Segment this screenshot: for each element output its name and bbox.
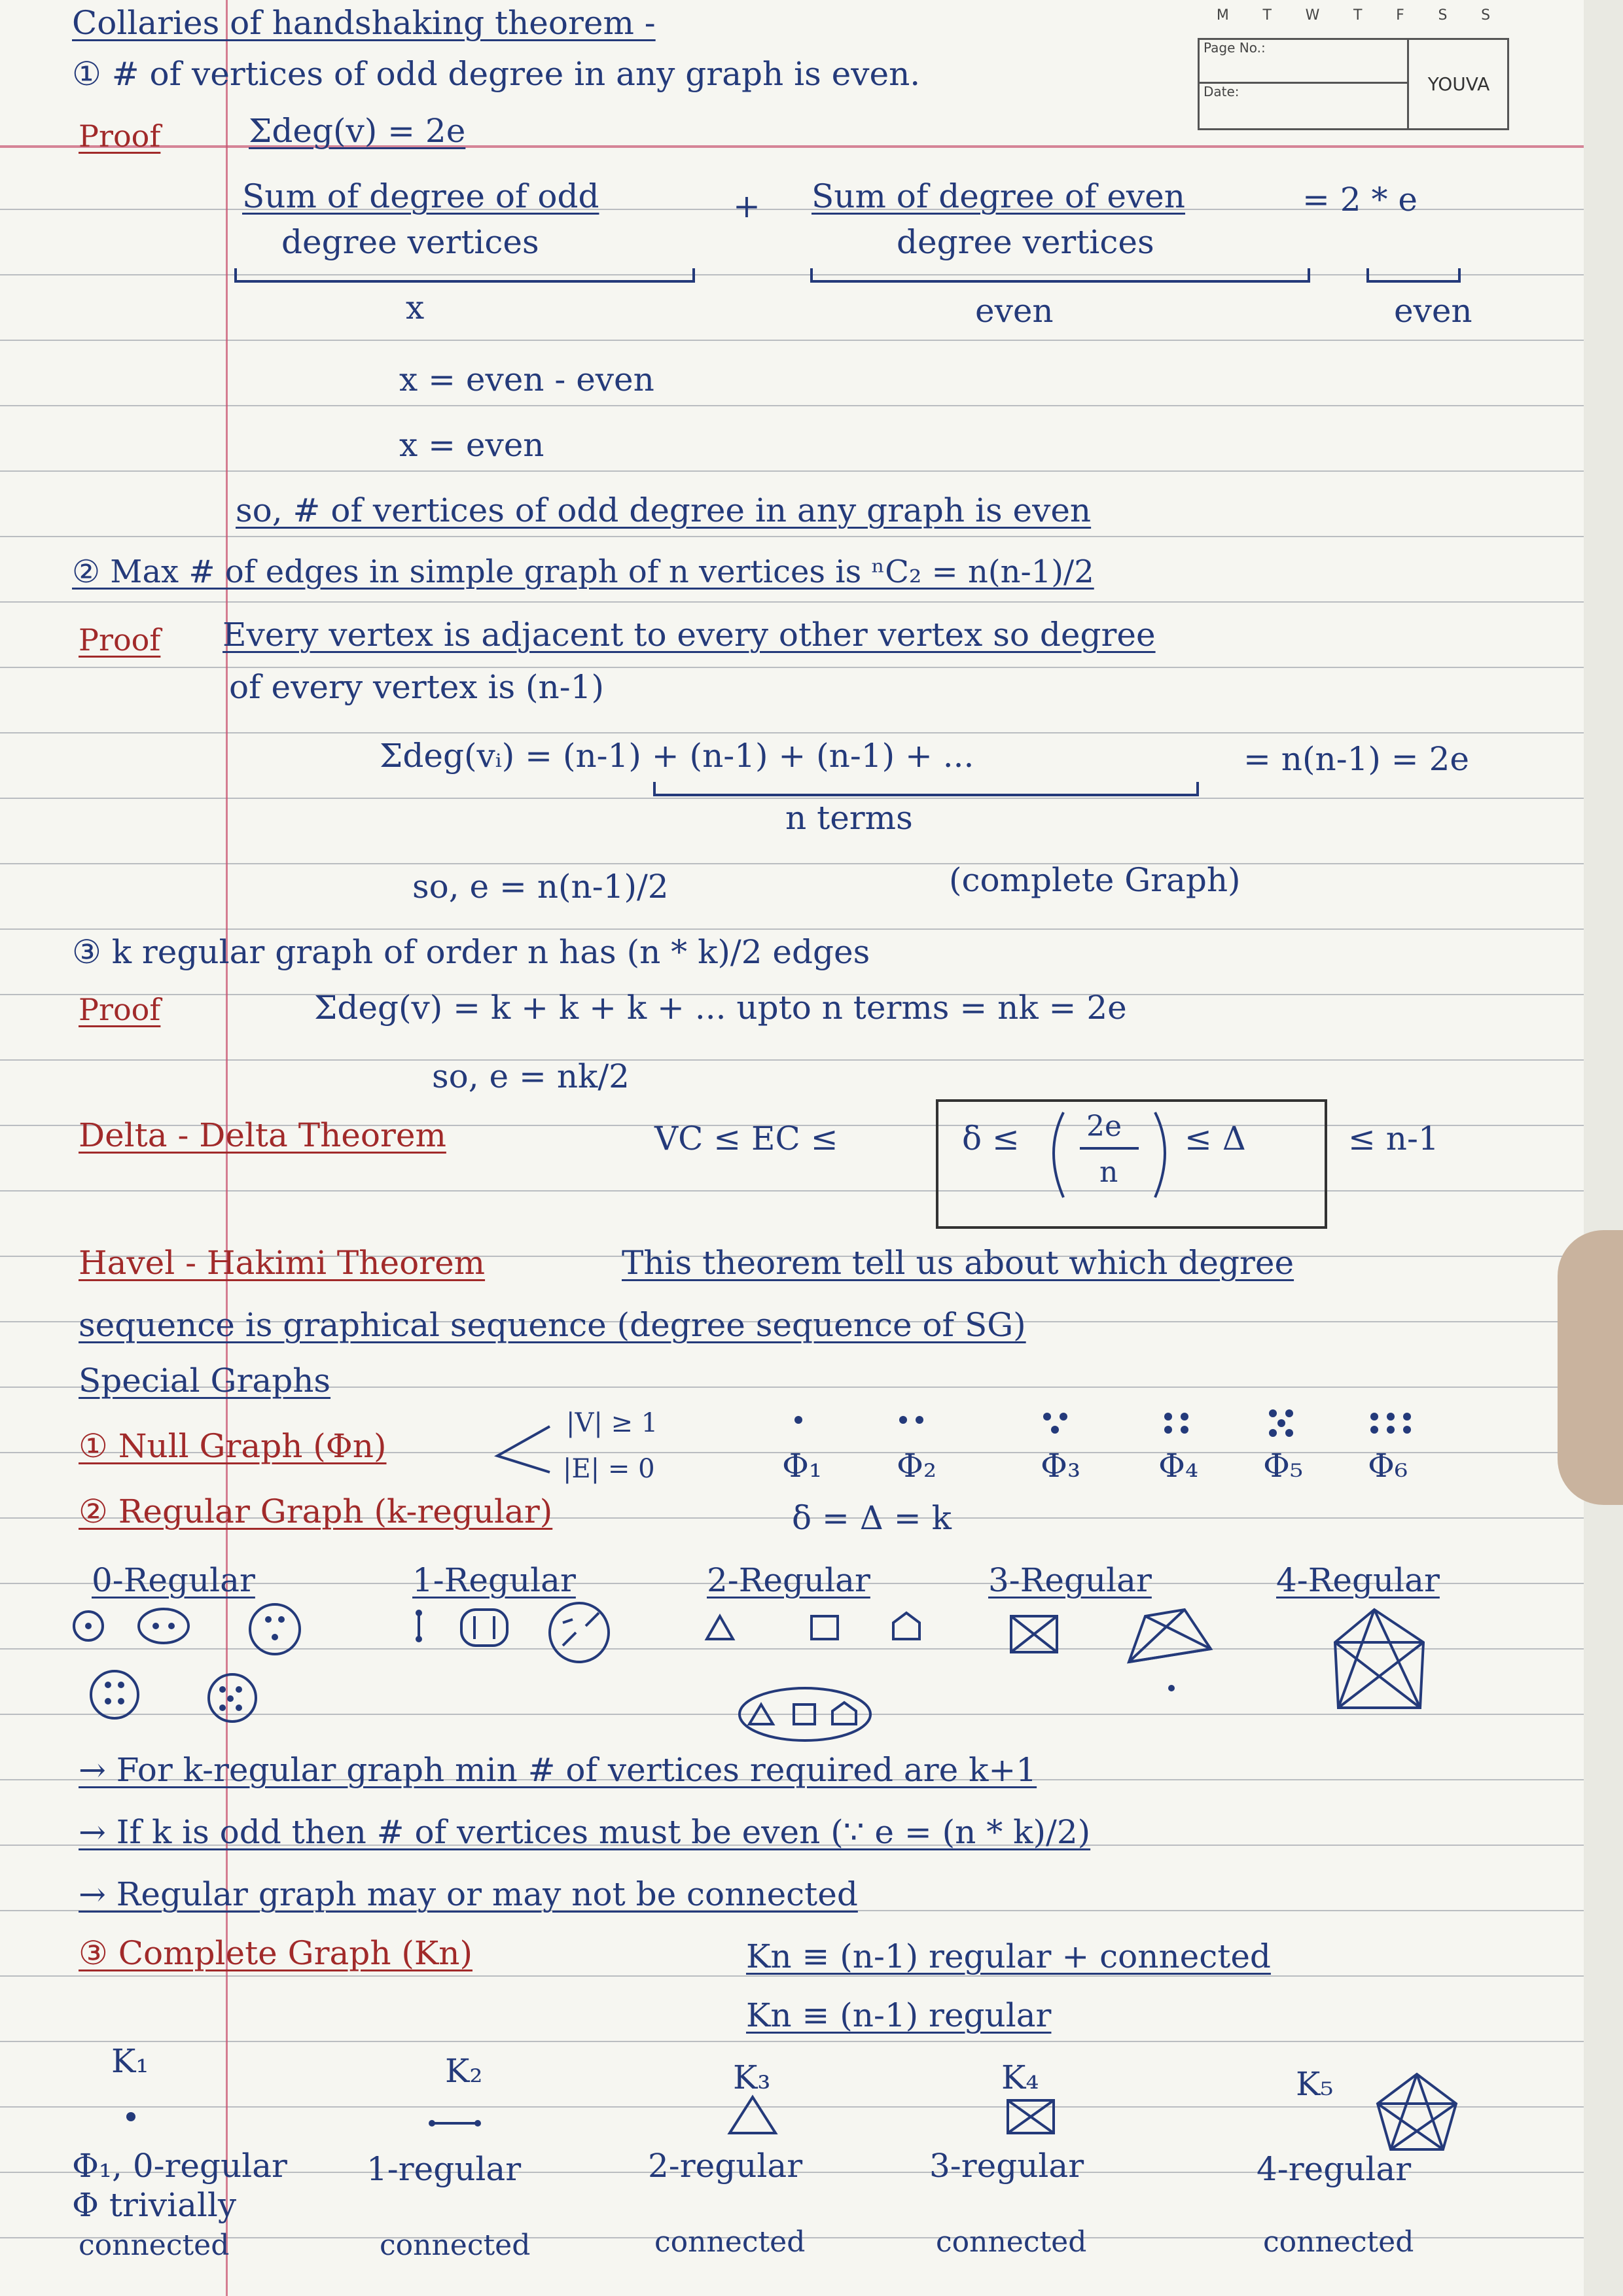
connected-label: connected	[654, 2225, 806, 2259]
k1-trivially: Φ trivially	[72, 2186, 237, 2224]
frac-num: 2e	[1086, 1110, 1122, 1143]
phi-label: Φ₅	[1263, 1447, 1304, 1485]
day-label: T	[1353, 7, 1363, 24]
k-regular: Φ₁, 0-regular	[72, 2147, 287, 2185]
delta-tail: ≤ n-1	[1348, 1120, 1439, 1157]
corollary-1-statement: ① # of vertices of odd degree in any graph is even.	[72, 55, 921, 93]
vc-ec-chain: VC ≤ EC ≤	[654, 1120, 838, 1157]
reg-label: 1-Regular	[412, 1561, 576, 1599]
regular-graph-label: ② Regular Graph (k-regular)	[79, 1492, 553, 1530]
box-right: ≤ Δ	[1185, 1120, 1246, 1157]
note-1: → For k-regular graph min # of vertices required are k+1	[79, 1751, 1037, 1789]
reg-label: 2-Regular	[707, 1561, 870, 1599]
corollary-3-statement: ③ k regular graph of order n has (n * k)/2 edges	[72, 933, 870, 971]
connected-label: connected	[79, 2229, 230, 2262]
c2-degree-sum: Σdeg(vᵢ) = (n-1) + (n-1) + (n-1) + ...	[380, 737, 974, 775]
null-cond-1: |V| ≥ 1	[566, 1408, 658, 1438]
c2-proof-line-2: of every vertex is (n-1)	[229, 668, 604, 706]
k-label: K₃	[733, 2058, 771, 2096]
regular-cond: δ = Δ = k	[792, 1499, 952, 1537]
page-no-label: Page No.:	[1200, 40, 1409, 84]
k-label: K₄	[1001, 2058, 1039, 2096]
day-label: S	[1481, 7, 1491, 24]
kn-def-1: Kn ≡ (n-1) regular + connected	[746, 1937, 1271, 1975]
phi-label: Φ₆	[1368, 1447, 1408, 1485]
odd-sum-line-2: degree vertices	[281, 223, 539, 261]
complete-graph-label: ③ Complete Graph (Kn)	[79, 1934, 473, 1972]
phi-label: Φ₂	[897, 1447, 937, 1485]
date-label: Date:	[1200, 84, 1409, 128]
n-terms-label: n terms	[785, 799, 913, 837]
c2-sum-right: = n(n-1) = 2e	[1243, 740, 1469, 778]
proof-label-3: Proof	[79, 992, 161, 1027]
reg-label: 4-Regular	[1276, 1561, 1440, 1599]
k-regular: 2-regular	[648, 2147, 803, 2185]
reg-label: 3-Regular	[988, 1561, 1152, 1599]
odd-sum-line-1: Sum of degree of odd	[242, 177, 599, 215]
phi-label: Φ₁	[782, 1447, 823, 1485]
connected-label: connected	[380, 2229, 531, 2262]
day-label: F	[1396, 7, 1404, 24]
proof-label-1: Proof	[79, 118, 161, 154]
k-regular: 4-regular	[1257, 2150, 1412, 2188]
havel-text-2: sequence is graphical sequence (degree sequence of SG)	[79, 1306, 1026, 1344]
special-graphs-heading: Special Graphs	[79, 1362, 331, 1400]
c2-result: so, e = n(n-1)/2	[412, 868, 669, 906]
box-left: δ ≤	[962, 1120, 1020, 1157]
even-label-2: even	[1394, 292, 1472, 330]
k-label: K₁	[111, 2042, 149, 2080]
note-3: → Regular graph may or may not be connected	[79, 1875, 858, 1913]
even-sum-line-1: Sum of degree of even	[812, 177, 1185, 215]
connected-label: connected	[936, 2225, 1087, 2259]
null-cond-2: |E| = 0	[563, 1454, 655, 1484]
k-regular: 1-regular	[366, 2150, 522, 2188]
null-graph-label: ① Null Graph (Φn)	[79, 1427, 387, 1465]
havel-hakimi-label: Havel - Hakimi Theorem	[79, 1244, 486, 1282]
x-label: x	[406, 289, 425, 327]
note-2: → If k is odd then # of vertices must be even (∵ e = (n * k)/2)	[79, 1813, 1091, 1851]
step-1: x = even - even	[399, 361, 654, 398]
kn-def-2: Kn ≡ (n-1) regular	[746, 1996, 1052, 2034]
day-label: M	[1216, 7, 1229, 24]
corollaries-heading: Collaries of handshaking theorem -	[72, 4, 656, 42]
connected-label: connected	[1263, 2225, 1414, 2259]
phi-label: Φ₃	[1041, 1447, 1081, 1485]
reg-label: 0-Regular	[92, 1561, 255, 1599]
even-sum-line-2: degree vertices	[897, 223, 1154, 261]
phi-label: Φ₄	[1158, 1447, 1199, 1485]
step-2: x = even	[399, 426, 544, 464]
even-label-1: even	[975, 292, 1054, 330]
k-label: K₅	[1296, 2065, 1334, 2103]
c3-result: so, e = nk/2	[432, 1057, 630, 1095]
plus-sign: +	[733, 187, 760, 225]
day-label: T	[1262, 7, 1272, 24]
complete-graph-note: (complete Graph)	[949, 861, 1241, 899]
equals-2e: = 2 * e	[1302, 181, 1418, 219]
c3-proof: Σdeg(v) = k + k + k + ... upto n terms = nk = 2e	[314, 989, 1127, 1027]
brand-logo: YOUVA	[1427, 73, 1490, 95]
k-label: K₂	[445, 2052, 483, 2090]
havel-text-1: This theorem tell us about which degree	[622, 1244, 1294, 1282]
k-regular: 3-regular	[929, 2147, 1084, 2185]
proof-label-2: Proof	[79, 622, 161, 658]
conclusion: so, # of vertices of odd degree in any graph is even	[236, 491, 1092, 529]
c2-proof-line-1: Every vertex is adjacent to every other vertex so degree	[223, 616, 1156, 654]
sum-degree-equation: Σdeg(v) = 2e	[249, 112, 466, 150]
frac-den: n	[1099, 1156, 1118, 1189]
day-label: S	[1438, 7, 1448, 24]
corollary-2-statement: ② Max # of edges in simple graph of n vertices is ⁿC₂ = n(n-1)/2	[72, 554, 1094, 590]
delta-theorem-label: Delta - Delta Theorem	[79, 1116, 446, 1154]
day-label: W	[1305, 7, 1320, 24]
